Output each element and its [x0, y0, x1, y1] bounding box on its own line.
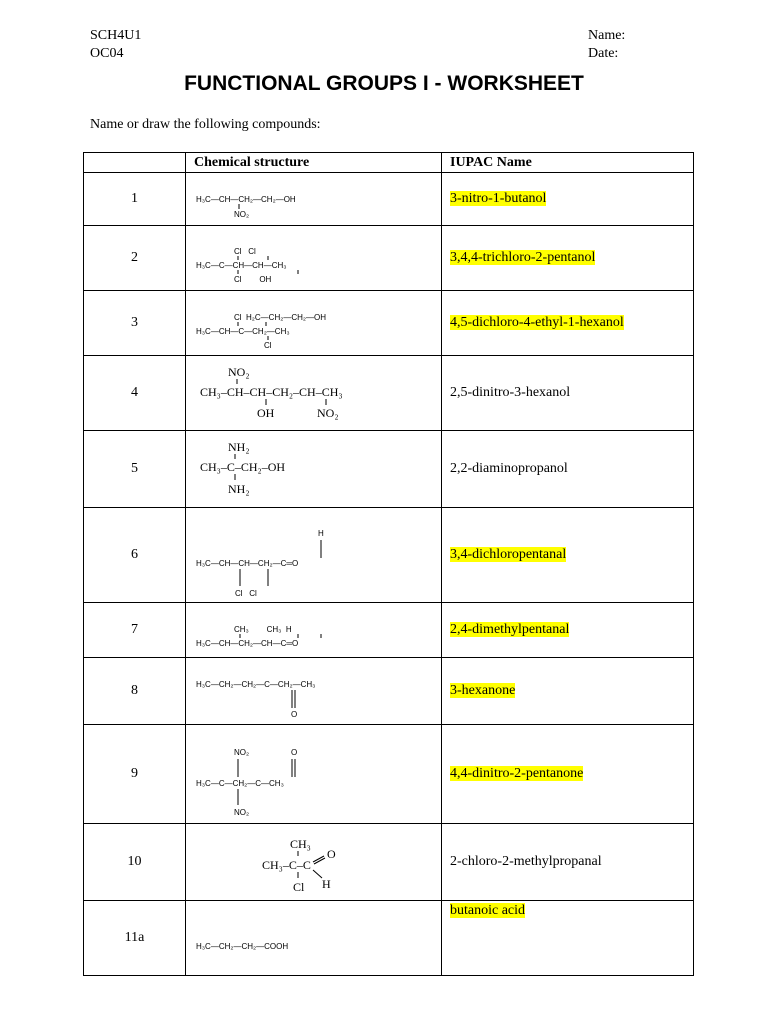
iupac-name-cell [442, 658, 694, 725]
bottom-substituents: Cl Cl [235, 589, 257, 598]
structure-5 [186, 431, 442, 508]
row-number: 8 [84, 658, 186, 725]
iupac-name-cell [442, 725, 694, 824]
top-substituent: NH₂ [228, 440, 250, 454]
carbonyl-oxygen: O [291, 748, 298, 757]
table-row [84, 173, 694, 226]
table-row [84, 291, 694, 356]
structure-9-drawing [186, 725, 442, 823]
main-chain: H₃C—CH₂—CH₂—COOH [196, 942, 289, 951]
top-substituent: NO₂ [228, 365, 250, 379]
main-chain: H₃C—CH—C—CH₂—CH₃ [196, 327, 290, 336]
name-label: Name: [588, 28, 626, 43]
bottom-substituent: Cl [264, 341, 272, 350]
table-row [84, 725, 694, 824]
table-row [84, 603, 694, 658]
main-chain: H₃C—CH—CH₂—CH—C═O [196, 639, 299, 648]
top-substituents: Cl Cl [234, 247, 256, 256]
page-title: FUNCTIONAL GROUPS I - WORKSHEET [184, 72, 584, 95]
iupac-name-cell [442, 508, 694, 603]
structure-3-drawing [186, 291, 442, 355]
main-chain: H₃C—C—CH—CH—CH₃ [196, 261, 287, 270]
structure-4 [186, 356, 442, 431]
main-chain: H₃C—CH₂—CH₂—C—CH₂—CH₃ [196, 680, 316, 689]
aldehyde-oxygen: O [327, 847, 336, 861]
structure-9 [186, 725, 442, 824]
iupac-name-cell [442, 356, 694, 431]
iupac-name-cell [442, 431, 694, 508]
structure-5-drawing [186, 431, 442, 507]
aldehyde-hydrogen: H [322, 877, 331, 891]
row-number: 9 [84, 725, 186, 824]
top-substituents: CH₃ CH₃ H [234, 625, 292, 634]
main-chain: H₃C—C—CH₂—C—CH₃ [196, 779, 284, 788]
structure-10-drawing [186, 824, 442, 900]
iupac-name-cell [442, 226, 694, 291]
header-iupac: IUPAC Name [442, 153, 694, 173]
iupac-name: butanoic acid [450, 903, 526, 918]
structure-7-drawing [186, 603, 442, 657]
substituent: NO₂ [234, 210, 250, 219]
iupac-name: 3-hexanone [450, 683, 516, 698]
iupac-name: 4,5-dichloro-4-ethyl-1-hexanol [450, 315, 624, 330]
header-structure: Chemical structure [186, 153, 442, 173]
iupac-name-cell [442, 291, 694, 356]
table-row [84, 356, 694, 431]
table-row [84, 431, 694, 508]
bottom-substituents: Cl OH [234, 275, 272, 284]
iupac-name: 3-nitro-1-butanol [450, 191, 547, 206]
bottom-substituent-2: NO₂ [317, 406, 339, 420]
structure-8 [186, 658, 442, 725]
structure-1 [186, 173, 442, 226]
iupac-name-cell [442, 173, 694, 226]
bottom-substituent: Cl [293, 880, 305, 894]
structure-2 [186, 226, 442, 291]
top-substituents: Cl H₂C—CH₂—CH₂—OH [234, 313, 326, 322]
structure-8-drawing [186, 658, 442, 724]
iupac-name: 2,5-dinitro-3-hexanol [450, 385, 571, 400]
table-row [84, 658, 694, 725]
iupac-name: 2,2-diaminopropanol [450, 461, 568, 476]
iupac-name-cell [442, 603, 694, 658]
structure-7 [186, 603, 442, 658]
carbonyl-oxygen: O [291, 710, 298, 719]
top-substituent: NO₂ [234, 748, 250, 757]
iupac-name-cell [442, 824, 694, 901]
header-number [84, 153, 186, 173]
row-number: 11a [84, 901, 186, 976]
row-number: 2 [84, 226, 186, 291]
iupac-name: 2,4-dimethylpentanal [450, 622, 570, 637]
structure-2-drawing [186, 226, 442, 290]
table-row [84, 824, 694, 901]
main-chain: H₃C—CH—CH₂—CH₂—OH [196, 195, 296, 204]
row-number: 7 [84, 603, 186, 658]
bottom-substituent-1: OH [257, 406, 275, 420]
row-number: 4 [84, 356, 186, 431]
instructions: Name or draw the following compounds: [90, 117, 321, 132]
iupac-name: 3,4,4-trichloro-2-pentanol [450, 250, 596, 265]
structure-3 [186, 291, 442, 356]
structure-6-drawing [186, 508, 442, 602]
bottom-substituent: NO₂ [234, 808, 250, 817]
iupac-name: 4,4-dinitro-2-pentanone [450, 766, 584, 781]
top-substituent: CH₃ [290, 837, 311, 851]
structure-4-drawing [186, 356, 442, 430]
structure-11a [186, 901, 442, 976]
structure-1-drawing [186, 173, 442, 225]
main-chain: H₃C—CH—CH—CH₂—C═O [196, 559, 299, 568]
top-substituent: H [318, 529, 324, 538]
row-number: 6 [84, 508, 186, 603]
row-number: 3 [84, 291, 186, 356]
main-chain: CH₃–C–C [262, 858, 311, 872]
structure-6 [186, 508, 442, 603]
lesson-code: OC04 [90, 46, 124, 61]
structure-11a-drawing [186, 901, 442, 975]
bottom-substituent: NH₂ [228, 482, 250, 496]
main-chain: CH₃–CH–CH–CH₂–CH–CH₃ [200, 385, 343, 399]
table-row [84, 508, 694, 603]
compounds-table [83, 152, 694, 976]
structure-10 [186, 824, 442, 901]
course-code: SCH4U1 [90, 28, 142, 43]
row-number: 10 [84, 824, 186, 901]
table-header-row [84, 153, 694, 173]
iupac-name: 3,4-dichloropentanal [450, 547, 567, 562]
iupac-name-cell [442, 901, 694, 976]
iupac-name: 2-chloro-2-methylpropanal [450, 854, 602, 869]
row-number: 1 [84, 173, 186, 226]
table-row [84, 226, 694, 291]
date-label: Date: [588, 46, 619, 61]
main-chain: CH₃–C–CH₂–OH [200, 460, 286, 474]
row-number: 5 [84, 431, 186, 508]
table-row [84, 901, 694, 976]
